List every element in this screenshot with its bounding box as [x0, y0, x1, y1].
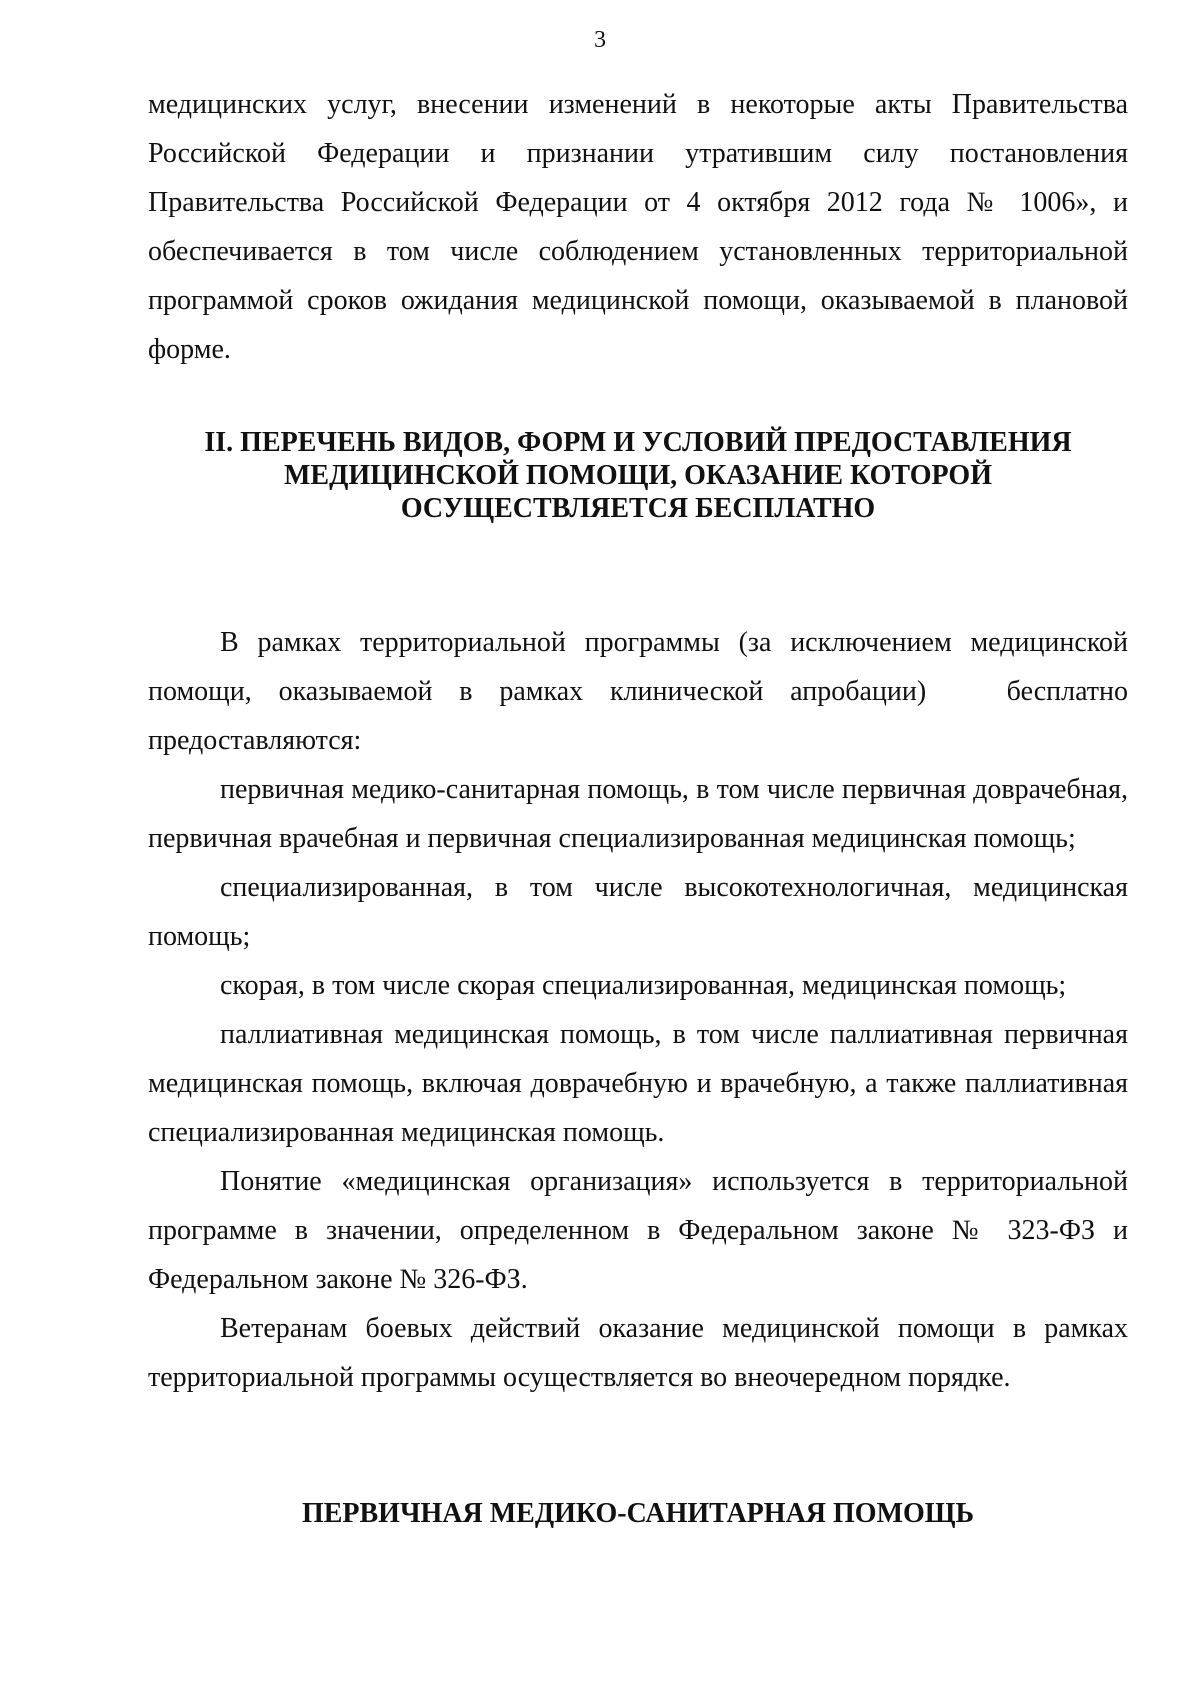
page-number: 3	[594, 27, 606, 53]
paragraph-free-care-intro: В рамках территориальной программы (за исключением медицинской помощи, оказываемой в рамках клинической апробации) бесплатно предоставляются:	[148, 627, 1128, 756]
paragraph-combat-veterans: Ветеранам боевых действий оказание медицинской помощи в рамках территориальной программы осуществляется во внеочередном порядке.	[148, 1313, 1128, 1393]
intro-paragraph: медицинских услуг, внесении изменений в некоторые акты Правительства Российской Федерации и признании утратившим силу постановления Правительства Российской Федерации от 4 октября 2012 года № 1006», и обеспечивается в том числе соблюдением установленных территориальной программой сроков ожидания медицинской помощи, оказываемой в плановой форме.	[148, 89, 1128, 365]
section-heading-line-2: МЕДИЦИНСКОЙ ПОМОЩИ, ОКАЗАНИЕ КОТОРОЙ	[284, 460, 992, 491]
paragraph-palliative-care: паллиативная медицинская помощь, в том числе паллиативная первичная медицинская помощь, включая доврачебную и врачебную, а также паллиативная специализированная медицинская помощь.	[148, 1019, 1128, 1148]
subsection-heading: ПЕРВИЧНАЯ МЕДИКО-САНИТАРНАЯ ПОМОЩЬ	[301, 1498, 975, 1529]
paragraph-specialized-care: специализированная, в том числе высокотехнологичная, медицинская помощь;	[148, 872, 1128, 952]
paragraph-emergency-care: скорая, в том числе скорая специализированная, медицинская помощь;	[220, 970, 1067, 1001]
paragraph-medical-organization: Понятие «медицинская организация» используется в территориальной программе в значении, определенном в Федеральном законе № 323-ФЗ и Федеральном законе № 326-ФЗ.	[148, 1166, 1128, 1295]
section-heading-line-1: II. ПЕРЕЧЕНЬ ВИДОВ, ФОРМ И УСЛОВИЙ ПРЕДОСТАВЛЕНИЯ	[204, 427, 1072, 458]
intro-text-block	[148, 80, 1128, 374]
main-text-block	[148, 618, 1128, 1402]
section-heading-line-3: ОСУЩЕСТВЛЯЕТСЯ БЕСПЛАТНО	[400, 493, 876, 524]
paragraph-primary-care: первичная медико-санитарная помощь, в том числе первичная доврачебная, первичная врачебная и первичная специализированная медицинская помощь;	[148, 774, 1128, 854]
section-heading	[148, 426, 1128, 525]
